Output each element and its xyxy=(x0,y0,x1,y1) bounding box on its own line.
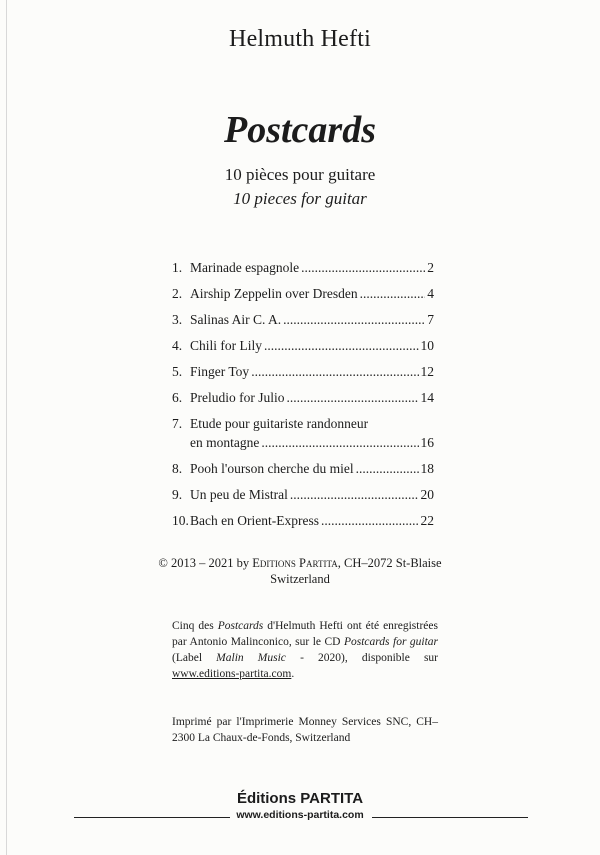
toc-number: 5. xyxy=(172,364,183,379)
note-text: Cinq des xyxy=(172,620,214,632)
toc-page: 20 xyxy=(420,487,434,502)
toc-leader xyxy=(287,388,419,407)
toc-page: 18 xyxy=(420,461,434,476)
toc-leader xyxy=(261,433,418,452)
toc-leader xyxy=(251,362,418,381)
note-text: . xyxy=(291,668,295,680)
toc-title: Chili for Lily xyxy=(190,338,262,353)
printer-notice: Imprimé par l'Imprimerie Monney Services SNC, CH–2300 La Chaux-de-Fonds, Switzerland xyxy=(172,716,438,744)
toc-leader xyxy=(321,511,419,530)
toc-number: 6. xyxy=(172,390,183,405)
toc-title: Etude pour guitariste randonneur xyxy=(190,416,369,431)
toc-title: Un peu de Mistral xyxy=(190,487,288,502)
toc-number: 7. xyxy=(172,416,183,431)
toc-title: Bach en Orient-Express xyxy=(190,513,319,528)
copyright-suffix: , CH–2072 St-Blaise xyxy=(337,556,442,570)
publisher-name: Éditions PARTITA xyxy=(236,790,364,807)
toc-page: 14 xyxy=(420,390,434,405)
table-of-contents xyxy=(172,258,434,537)
toc-leader xyxy=(264,336,419,355)
toc-number: 2. xyxy=(172,286,183,301)
toc-entry xyxy=(172,362,434,381)
note-italic: Malin Music xyxy=(216,652,286,664)
note-text: d'Helmuth Hefti ont été enregistrées par Antonio Malinconico, sur le CD xyxy=(172,620,438,648)
copyright-publisher: Editions Partita xyxy=(252,556,338,570)
toc-page: 4 xyxy=(427,286,434,301)
toc-entry xyxy=(172,258,434,277)
toc-leader xyxy=(283,310,425,329)
note-italic: Postcards for guitar xyxy=(343,636,439,648)
toc-page: 16 xyxy=(420,435,434,450)
toc-entry xyxy=(172,284,434,303)
toc-leader xyxy=(356,459,419,478)
subtitle-english: 10 pieces for guitar xyxy=(233,189,367,208)
subtitle-french: 10 pièces pour guitare xyxy=(224,165,376,184)
toc-number: 8. xyxy=(172,461,183,476)
toc-entry xyxy=(172,414,434,452)
copyright-country: Switzerland xyxy=(270,572,330,586)
work-title: Postcards xyxy=(224,109,376,151)
note-text: - 2020), disponible sur xyxy=(300,652,439,664)
copyright-prefix: © 2013 – 2021 by xyxy=(158,556,250,570)
note-italic: Postcards xyxy=(217,620,264,632)
toc-leader xyxy=(301,258,425,277)
toc-number: 9. xyxy=(172,487,183,502)
note-text: (Label xyxy=(172,652,203,664)
toc-title: Airship Zeppelin over Dresden xyxy=(190,286,358,301)
toc-leader xyxy=(290,485,419,504)
toc-page: 2 xyxy=(427,260,434,275)
toc-entry xyxy=(172,388,434,407)
toc-number: 10. xyxy=(172,513,189,528)
toc-entry xyxy=(172,511,434,530)
toc-title-continued: en montagne xyxy=(190,435,260,450)
recording-note xyxy=(172,618,438,682)
copyright-notice xyxy=(0,555,600,587)
toc-title: Preludio for Julio xyxy=(190,390,285,405)
toc-entry xyxy=(172,485,434,504)
toc-page: 10 xyxy=(420,338,434,353)
toc-leader xyxy=(360,284,426,303)
publisher-url[interactable]: www.editions-partita.com xyxy=(236,809,364,821)
toc-page: 12 xyxy=(420,364,434,379)
toc-entry xyxy=(172,459,434,478)
toc-title: Pooh l'ourson cherche du miel xyxy=(190,461,354,476)
toc-entry xyxy=(172,310,434,329)
toc-title: Salinas Air C. A. xyxy=(190,312,282,327)
toc-number: 4. xyxy=(172,338,183,353)
toc-page: 22 xyxy=(420,513,434,528)
toc-title: Finger Toy xyxy=(190,364,250,379)
toc-title: Marinade espagnole xyxy=(190,260,300,275)
toc-entry xyxy=(172,336,434,355)
website-link[interactable]: www.editions-partita.com xyxy=(172,668,292,680)
toc-number: 3. xyxy=(172,312,183,327)
composer-name: Helmuth Hefti xyxy=(229,26,371,52)
toc-number: 1. xyxy=(172,260,183,275)
toc-page: 7 xyxy=(427,312,434,327)
